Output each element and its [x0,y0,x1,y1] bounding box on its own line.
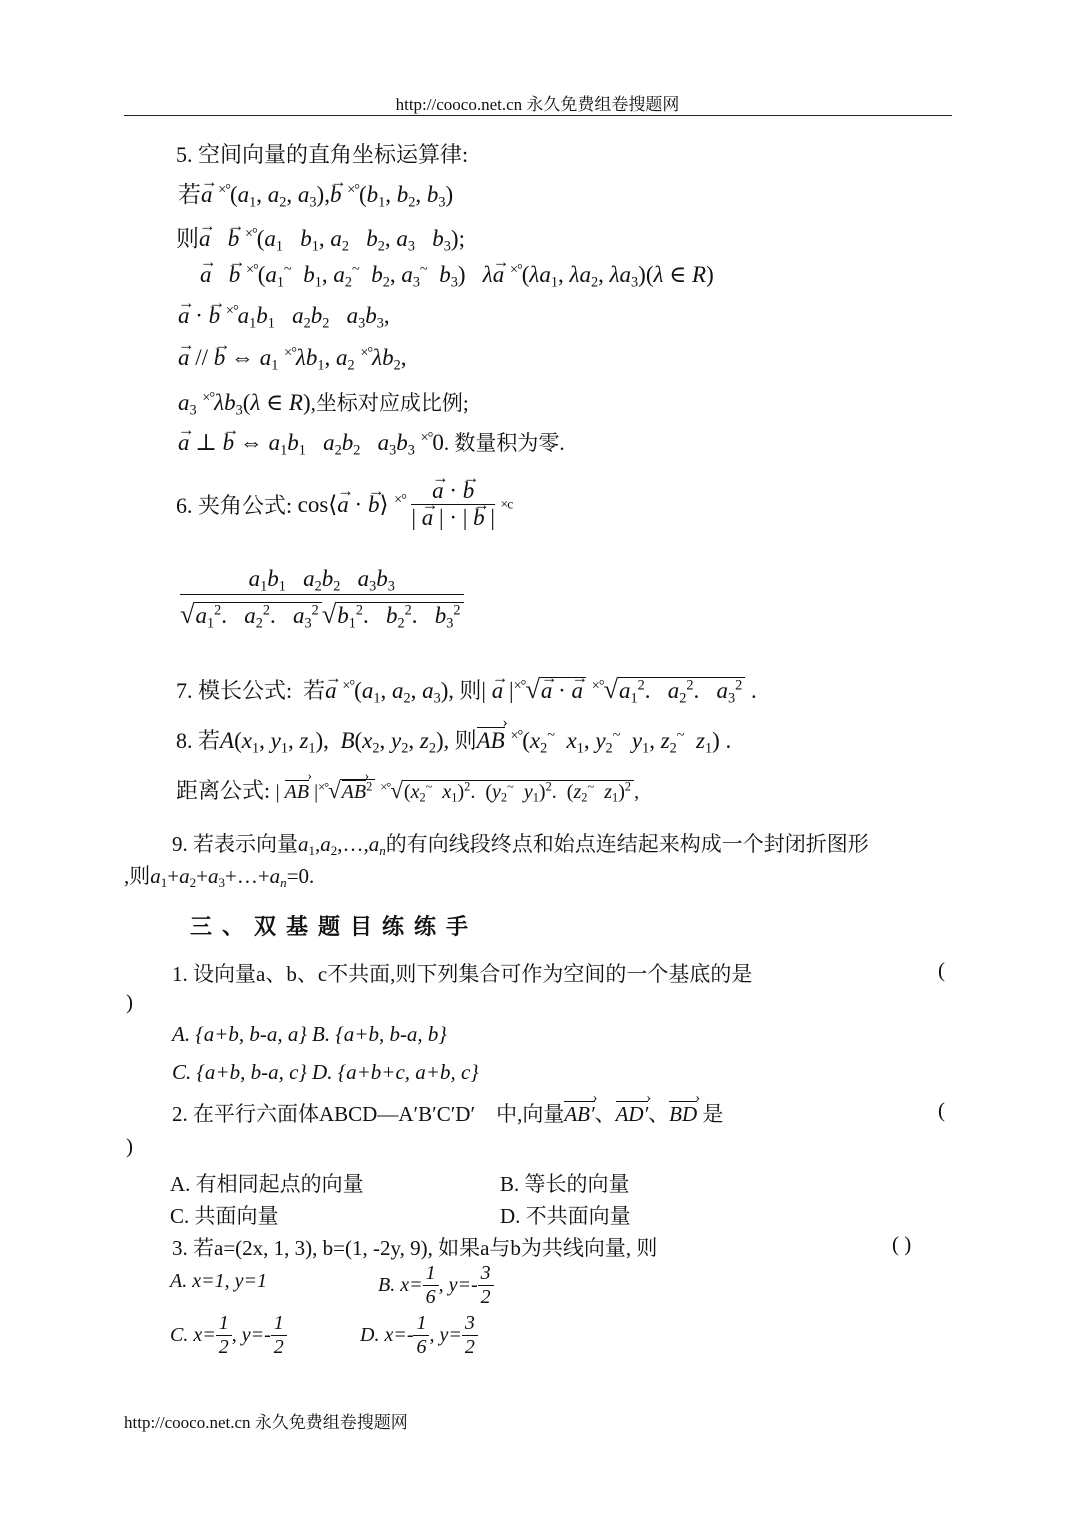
q3-option-b[interactable]: B. x= $\frac{1}{6}$ , y=- $\frac{3}{2}$ [378,1262,494,1309]
item5-parallel-line: → a // → b ⇔ $a_1$ $^{\times^\circ}\lambda b_1$, $a_2$ $^{\times^\circ}\lambda b_2$, [178,345,406,371]
item5-minus-line: → a → b $^{\times^\circ}(a_1^\sim$ $b_1$, $a_2^\sim$ $b_2$, $a_3^\sim$ $b_3$) λ→ a $^{\times^\circ}(\lambda a_1$, $\lambda a_2$, $\lambda a_3)(\lambda$ ∈ R) [200,262,714,288]
section-heading: 三、双基题目练练手 [190,914,479,940]
item7-then: , 则 [448,678,482,703]
q1-option-d[interactable]: D. {a+b+c, a+b, c} [312,1060,479,1084]
item5-semicolon: ; [458,226,465,251]
q3-option-c[interactable]: C. x= $\frac{1}{2}$ , y=- $\frac{1}{2}$ [170,1312,287,1359]
q3-option-a[interactable]: A. x=1, y=1 [170,1270,267,1292]
item5-coord-line: $a_3$ $^{\times^\circ}\lambda b_3(\lambda$ ∈ R),坐标对应成比例; [178,390,469,419]
item9-line2: ,则$a_1+a_2+a_3+\dots+a_n=0$. [124,864,315,890]
item5-zero-text: . 数量积为零. [443,431,565,455]
item8-title: 8. 若 [176,728,221,753]
item5-then-line: 则→ a → b $^{\times^\circ}(a_1$ $b_1$, $a_2$ $b_2$, $a_3$ $b_3$); [176,220,465,253]
q1-options-cd [172,1060,479,1085]
q2-vector-1: AB′ › [564,1101,594,1125]
q2-option-d[interactable]: D. 不共面向量 [500,1204,631,1228]
q3-b-mid: , y=- [438,1274,478,1296]
item5-if-word: 若 [178,182,201,207]
item5-then-word: 则 [176,226,199,251]
q3-paren: ( ) [892,1232,912,1256]
item6-title: 6. 夹角公式: [176,493,293,518]
q3-d-pre: D. x=- [360,1324,414,1346]
distance-line: 距离公式: | AB › |×°√AB ›$^2$ $^{\times^\circ}√(x_2^\sim$ $x_1)^2$. ($y_2^\sim$ $y_1)^2$. ($z_2^\sim$ $z_1)^2$ , [176,774,639,805]
q3-d-mid: , y= [429,1324,462,1346]
q2-option-a[interactable]: A. 有相同起点的向量 [170,1172,364,1196]
header-rule [124,115,952,116]
distance-label: 距离公式: [176,778,271,803]
angle-fraction: → $\frac{a \cdot \to b}{| \to a | \cdot | \to b |}$ [411,478,495,531]
page-header: http://cooco.net.cn 永久免费组卷搜题网 [395,95,680,114]
item9-line2-post: =0. [286,864,315,888]
item5-parallel-comma: , [400,345,407,370]
q2-option-c[interactable]: C. 共面向量 [170,1204,279,1228]
q1-paren-close: ) [126,990,133,1014]
item8-line: 8. 若$A(x_1$, $y_1$, $z_1$), $B(x_2$, $y_2$, $z_2$), 则AB › $^{\times^\circ}(x_2^\sim$ $x_1$, $y_2^\sim$ $y_1$, $z_2^\sim$ $z_1$) . [176,724,731,755]
page-footer: http://cooco.net.cn 永久免费组卷搜题网 [124,1413,408,1432]
item7-line: 7. 模长公式: 若→ a $^{\times^\circ}(a_1$, $a_2$, $a_3$), 则| → a |×°√→ a · → a $^{\times^\circ}√a_1^2$. $a_2^2$. $a_3^2$ . [176,674,757,705]
q2-stem: 2. 在平行六面体ABCD—A′B′C′D′ 中,向量AB′ ›、AD′ ›、BD › 是 [172,1098,723,1128]
q2-vector-3: BD › [669,1101,697,1125]
q1-option-a[interactable]: A. {a+b, b-a, a} [172,1022,307,1046]
q2-vector-2: AD′ › [616,1101,649,1125]
q2-stem-mid: 中,向量 [496,1102,565,1126]
item9-post: 的有向线段终点和始点连结起来构成一个封闭折图形 [385,832,869,856]
item5-title: 5. 空间向量的直角坐标运算律: [176,142,469,167]
item5-dot-comma: , [383,303,390,328]
q2-stem-pre: 2. 在平行六面体ABCD—A′B′C′D′ [172,1102,476,1126]
item8-then: , 则 [443,728,477,753]
q1-option-c[interactable]: C. {a+b, b-a, c} [172,1060,307,1084]
q2-paren-close: ) [126,1134,133,1158]
q3-b-pre: B. x= [378,1274,423,1296]
item5-dot-line: → a · → b $^{\times^\circ}a_1b_1$ $a_2b_2$ $a_3b_3$, [178,303,390,329]
q1-option-b[interactable]: B. {a+b, b-a, b} [312,1022,447,1046]
q1-stem: 1. 设向量a、b、c不共面,则下列集合可作为空间的一个基底的是 [172,962,753,986]
item5-coord-text: ,坐标对应成比例; [310,391,469,415]
item5-if-line: 若→ a $^{\times^\circ}(a_1$, $a_2$, $a_3),\to b$ $^{\times^\circ}(b_1$, $b_2$, $b_3$) [178,176,453,209]
q2-stem-post: 是 [702,1102,724,1126]
angle-fraction-expanded: $\frac{a_1b_1 a_2b_2 a_3b_3}{√a_1^2. a_2^2. a_3^2 √b_1^2. b_2^2. b_3^2}$ [180,566,464,630]
item7-if: 若 [303,678,326,703]
q3-option-d[interactable]: D. x=- $\frac{1}{6}$ , y= $\frac{3}{2}$ [360,1312,478,1359]
item9-pre: 9. 若表示向量 [172,832,298,856]
q3-stem: 3. 若a=(2x, 1, 3), b=(1, -2y, 9), 如果a与b为共线向量, 则 [172,1236,658,1260]
q3-c-pre: C. x= [170,1324,216,1346]
q1-options-ab [172,1022,447,1047]
q2-option-b[interactable]: B. 等长的向量 [500,1172,630,1196]
q2-paren-open: ( [938,1098,945,1122]
item6-line: 6. 夹角公式: cos⟨→ a · → b⟩ ×° → $\frac{a \cdot \to b}{| \to a | \cdot | \to b |}$ ×c [176,478,512,531]
q1-paren-open: ( [938,958,945,982]
item5-perp-line: → a ⊥ → b ⇔ $a_1b_1$ $a_2b_2$ $a_3b_3$ ×°0. 数量积为零. [178,427,565,457]
item9-line2-pre: ,则 [124,864,151,888]
q3-c-mid: , y=- [231,1324,271,1346]
item7-title: 7. 模长公式: [176,678,293,703]
item9-line1: 9. 若表示向量$a_1,a_2,\dots,a_n$的有向线段终点和始点连结起来构成一个封闭折图形 [172,832,869,858]
